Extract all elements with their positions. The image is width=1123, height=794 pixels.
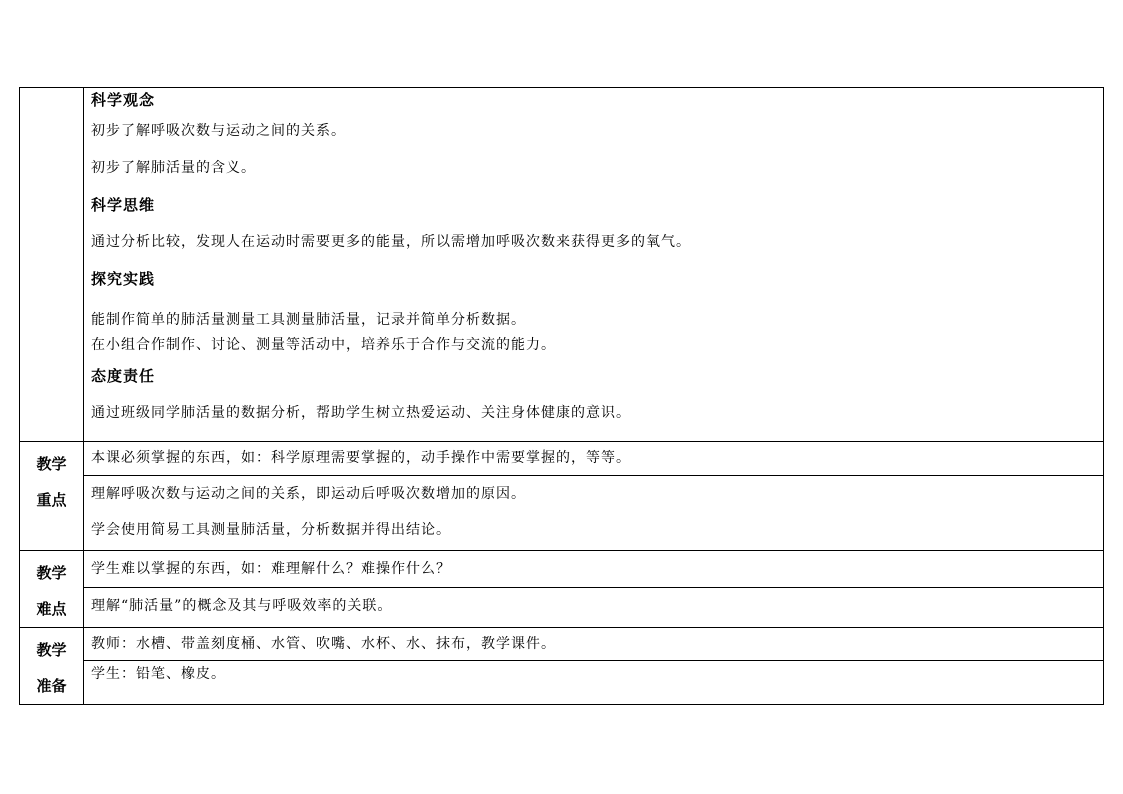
key-points-content: [84, 442, 1104, 551]
preparation-student-wrap: [84, 660, 1103, 699]
lesson-plan-table: [19, 87, 1104, 705]
difficulties-items: [84, 587, 1103, 624]
difficulties-label-2: 难点: [36, 600, 67, 618]
objectives-row: [20, 88, 1104, 442]
practice-heading: 探究实践: [91, 270, 156, 288]
preparation-row: [20, 628, 1104, 705]
key-points-label-2: 重点: [36, 491, 67, 509]
difficulties-content: [84, 551, 1104, 628]
concept-heading: 科学观念: [91, 91, 156, 109]
practice-line-2: 在小组合作制作、讨论、测量等活动中，培养乐于合作与交流的能力。: [91, 337, 556, 353]
attitude-heading: 态度责任: [91, 367, 156, 385]
preparation-label-2: 准备: [36, 677, 67, 695]
attitude-line-1: 通过班级同学肺活量的数据分析，帮助学生树立热爱运动、关注身体健康的意识。: [91, 405, 631, 421]
key-points-row: [20, 442, 1104, 551]
practice-line-1: 能制作简单的肺活量测量工具测量肺活量，记录并简单分析数据。: [91, 312, 526, 328]
difficulties-row: [20, 551, 1104, 628]
objectives-content: [84, 88, 1104, 442]
difficulties-label: [20, 551, 84, 628]
preparation-content: [84, 628, 1104, 705]
key-points-label-1: 教学: [36, 455, 67, 473]
thinking-heading: 科学思维: [91, 196, 156, 214]
concept-line-2: 初步了解肺活量的含义。: [91, 160, 256, 176]
difficulties-note: 学生难以掌握的东西，如：难理解什么？难操作什么？: [91, 561, 451, 577]
preparation-teacher: 教师：水槽、带盖刻度桶、水管、吹嘴、水杯、水、抹布，教学课件。: [91, 636, 556, 652]
objectives-label-cell: [20, 88, 84, 442]
difficulties-label-1: 教学: [36, 564, 67, 582]
key-points-item-1: 理解呼吸次数与运动之间的关系，即运动后呼吸次数增加的原因。: [91, 486, 526, 502]
difficulties-item-1: 理解“肺活量”的概念及其与呼吸效率的关联。: [91, 598, 393, 614]
preparation-label-1: 教学: [36, 641, 67, 659]
key-points-label: [20, 442, 84, 551]
key-points-item-2: 学会使用简易工具测量肺活量，分析数据并得出结论。: [91, 522, 451, 538]
key-points-note: 本课必须掌握的东西，如：科学原理需要掌握的，动手操作中需要掌握的，等等。: [91, 450, 631, 466]
concept-line-1: 初步了解呼吸次数与运动之间的关系。: [91, 123, 346, 139]
preparation-label: [20, 628, 84, 705]
key-points-items: [84, 475, 1103, 548]
thinking-line-1: 通过分析比较，发现人在运动时需要更多的能量，所以需增加呼吸次数来获得更多的氧气。: [91, 234, 691, 250]
preparation-student: 学生：铅笔、橡皮。: [91, 666, 226, 682]
